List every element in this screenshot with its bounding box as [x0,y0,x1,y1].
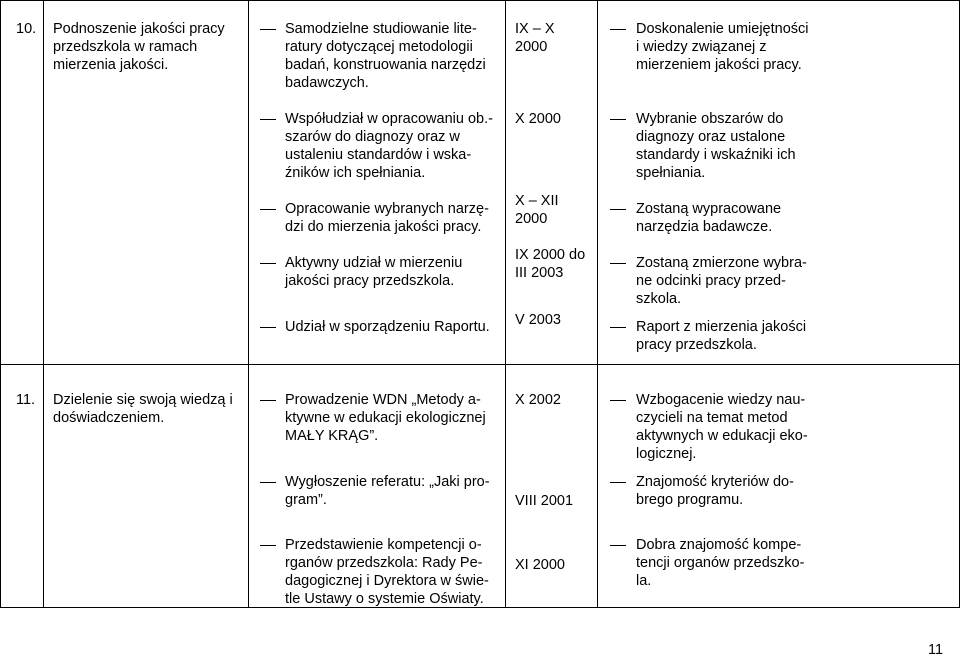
task-result: spełniania. [636,165,706,181]
task-result: la. [636,573,652,589]
task-date: X 2000 [515,111,561,127]
task-text: jakości pracy przedszkola. [285,273,455,289]
column-divider [505,365,506,607]
goal-text: doświadczeniem. [53,410,165,426]
task-text: dagogicznej i Dyrektora w świe- [285,573,489,589]
task-text: MAŁY KRĄG”. [285,428,379,444]
task-text: Opracowanie wybranych narzę- [285,201,489,217]
column-divider [248,365,249,607]
column-divider [505,1,506,364]
task-text: Samodzielne studiowanie lite- [285,21,477,37]
task-text: źników ich spełniania. [285,165,426,181]
row-number: 11. [16,392,36,408]
task-result: Wybranie obszarów do [636,111,784,127]
bullet-dash-icon [260,209,276,210]
task-text: badań, konstruowania narzędzi [285,57,486,73]
task-text: Prowadzenie WDN „Metody a- [285,392,481,408]
goal-text: Dzielenie się swoją wiedzą i [53,392,233,408]
bullet-dash-icon [260,327,276,328]
bullet-dash-icon [610,327,626,328]
task-text: Przedstawienie kompetencji o- [285,537,482,553]
task-result: aktywnych w edukacji eko- [636,428,808,444]
task-result: Wzbogacenie wiedzy nau- [636,392,806,408]
task-date: IX – X [515,21,555,37]
task-date: XI 2000 [515,557,565,573]
task-text: badawczych. [285,75,369,91]
bullet-dash-icon [610,29,626,30]
task-text: szarów do diagnozy oraz w [285,129,460,145]
bullet-dash-icon [610,482,626,483]
task-result: ne odcinki pracy przed- [636,273,786,289]
task-text: tle Ustawy o systemie Oświaty. [285,591,484,607]
bullet-dash-icon [260,545,276,546]
task-result: diagnozy oraz ustalone [636,129,786,145]
task-text: gram”. [285,492,327,508]
goal-text: Podnoszenie jakości pracy [53,21,225,37]
bullet-dash-icon [610,400,626,401]
task-date: 2000 [515,211,548,227]
column-divider [597,365,598,607]
column-divider [43,1,44,364]
task-result: tencji organów przedszko- [636,555,805,571]
goal-text: mierzenia jakości. [53,57,169,73]
task-result: pracy przedszkola. [636,337,757,353]
task-result: brego programu. [636,492,744,508]
column-divider [597,1,598,364]
bullet-dash-icon [260,263,276,264]
page-number: 11 [928,642,944,658]
task-result: narzędzia badawcze. [636,219,773,235]
bullet-dash-icon [260,29,276,30]
task-result: logicznej. [636,446,697,462]
bullet-dash-icon [260,400,276,401]
task-date: X – XII [515,193,559,209]
task-result: mierzeniem jakości pracy. [636,57,802,73]
column-divider [43,365,44,607]
task-result: i wiedzy związanej z [636,39,767,55]
task-result: Raport z mierzenia jakości [636,319,807,335]
bullet-dash-icon [610,119,626,120]
task-result: szkola. [636,291,682,307]
task-result: Zostaną zmierzone wybra- [636,255,807,271]
task-result: Dobra znajomość kompe- [636,537,802,553]
task-date: X 2002 [515,392,561,408]
task-date: V 2003 [515,312,561,328]
task-date: VIII 2001 [515,493,574,509]
task-text: ustaleniu standardów i wska- [285,147,472,163]
goal-text: przedszkola w ramach [53,39,198,55]
task-text: ktywne w edukacji ekologicznej [285,410,486,426]
task-text: rganów przedszkola: Rady Pe- [285,555,483,571]
task-text: Udział w sporządzeniu Raportu. [285,319,490,335]
task-date: III 2003 [515,265,564,281]
task-text: dzi do mierzenia jakości pracy. [285,219,482,235]
task-result: Zostaną wypracowane [636,201,782,217]
task-text: Aktywny udział w mierzeniu [285,255,463,271]
bullet-dash-icon [610,209,626,210]
bullet-dash-icon [260,482,276,483]
task-text: ratury dotyczącej metodologii [285,39,473,55]
task-result: standardy i wskaźniki ich [636,147,796,163]
task-date: 2000 [515,39,548,55]
task-text: Wygłoszenie referatu: „Jaki pro- [285,474,490,490]
bullet-dash-icon [610,545,626,546]
column-divider [248,1,249,364]
task-result: czycieli na temat metod [636,410,788,426]
row-number: 10. [16,21,37,37]
task-result: Znajomość kryteriów do- [636,474,794,490]
bullet-dash-icon [610,263,626,264]
task-date: IX 2000 do [515,247,586,263]
task-text: Współudział w opracowaniu ob.- [285,111,493,127]
task-result: Doskonalenie umiejętności [636,21,809,37]
bullet-dash-icon [260,119,276,120]
